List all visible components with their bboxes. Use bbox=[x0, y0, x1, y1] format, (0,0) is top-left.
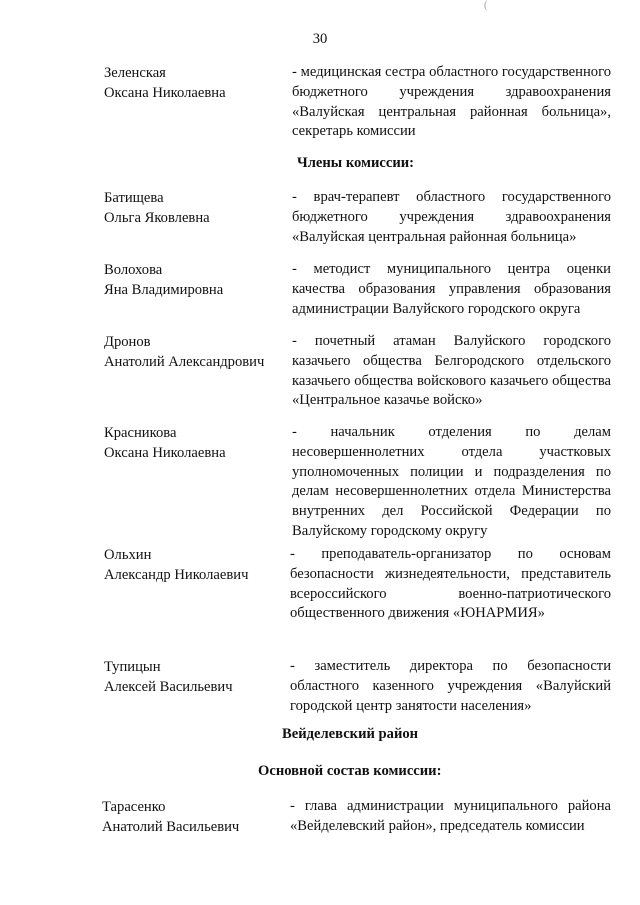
person-name bbox=[104, 260, 284, 300]
page-number: 30 bbox=[312, 31, 328, 47]
person-role: - методист муниципального центра оценки качества образования управления образования администрации Валуйского городского округа bbox=[292, 261, 611, 317]
person-surname: Волохова bbox=[104, 262, 163, 278]
district-heading: Вейделевский район bbox=[282, 726, 419, 742]
person-surname: Красникова bbox=[104, 425, 177, 441]
person-name bbox=[104, 188, 284, 228]
person-surname: Ольхин bbox=[104, 547, 152, 563]
person-role: - почетный атаман Валуйского городского казачьего общества Белгородского отдельского казачьего общества войскового казачьего общества «Центральное казачье войско» bbox=[292, 333, 611, 409]
person-role: - начальник отделения по делам несовершеннолетних отдела участковых уполномоченных полиции и подразделения по делам несовершеннолетних отдела Министерства внутренних дел Российской Федерации по Валуйскому городскому округу bbox=[292, 424, 611, 539]
person-name bbox=[104, 63, 284, 103]
person-role: - заместитель директора по безопасности областного казенного учреждения «Валуйский городской центр занятости населения» bbox=[290, 658, 611, 714]
person-given-names: Яна Владимировна bbox=[104, 282, 224, 298]
person-given-names: Оксана Николаевна bbox=[104, 85, 226, 101]
person-given-names: Оксана Николаевна bbox=[104, 445, 226, 461]
person-surname: Дронов bbox=[104, 334, 151, 350]
person-name bbox=[104, 657, 284, 697]
person-role: - глава администрации муниципального района «Вейделевский район», председатель комиссии bbox=[290, 798, 611, 834]
person-role: - врач-терапевт областного государственного бюджетного учреждения здравоохранения «Валуйская центральная районная больница» bbox=[292, 189, 611, 245]
person-name bbox=[104, 423, 284, 463]
person-given-names: Алексей Васильевич bbox=[104, 679, 233, 695]
person-given-names: Анатолий Васильевич bbox=[102, 819, 240, 835]
person-surname: Зеленская bbox=[104, 65, 166, 81]
person-given-names: Ольга Яковлевна bbox=[104, 210, 210, 226]
person-name bbox=[102, 797, 282, 837]
person-surname: Тарасенко bbox=[102, 799, 166, 815]
person-name bbox=[104, 332, 284, 372]
person-given-names: Александр Николаевич bbox=[104, 567, 249, 583]
person-surname: Батищева bbox=[104, 190, 164, 206]
person-given-names: Анатолий Александрович bbox=[104, 354, 265, 370]
person-role: - медицинская сестра областного государственного бюджетного учреждения здравоохранения «Валуйская центральная районная больница», секретарь комиссии bbox=[292, 64, 611, 140]
members-heading: Члены комиссии: bbox=[297, 155, 415, 171]
corner-mark: ( bbox=[484, 0, 488, 11]
person-name bbox=[104, 545, 284, 585]
person-role: - преподаватель-организатор по основам безопасности жизнедеятельности, представитель всероссийского военно-патриотического общественного движения «ЮНАРМИЯ» bbox=[290, 546, 611, 622]
person-surname: Тупицын bbox=[104, 659, 161, 675]
main-composition-heading: Основной состав комиссии: bbox=[258, 763, 442, 779]
